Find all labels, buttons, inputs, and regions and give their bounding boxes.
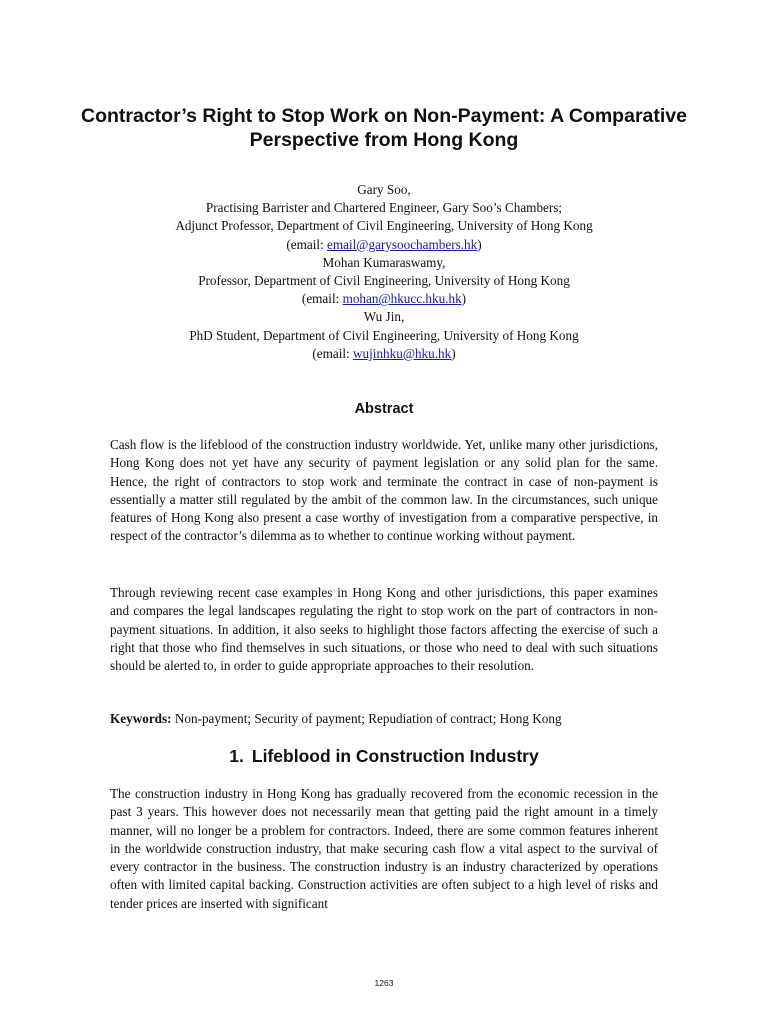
section-heading [110,744,658,768]
abstract-paragraph: Through reviewing recent case examples in Hong Kong and other jurisdictions, this paper examines and compares the legal landscapes regulating the right to stop work on the part of contractors in non-payment situations. In addition, it also seeks to highlight those factors affecting the exercise of such a right that those who find themselves in such situations, or those who need to deal with such situations should be alerted to, in order to guide appropriate approaches to their resolution. [110,585,658,674]
page-number: 1263 [374,978,394,988]
author-name: Wu Jin, [363,309,405,325]
email-suffix: ) [477,236,482,252]
abstract-paragraph: Cash flow is the lifeblood of the construction industry worldwide. Yet, unlike many other jurisdictions, Hong Kong does not yet have any security of payment legislation or any solid plan for the same. Hence, the right of contractors to stop work and terminate the contract in case of non-payment is essentially a matter still regulated by the ambit of the common law. In the circumstances, such unique features of Hong Kong also present a case worthy of investigation from a comparative perspective, in respect of the contractor’s dilemma as to whether to continue working without payment. [110,437,658,544]
paper-title: Contractor’s Right to Stop Work on Non-Payment: A Comparative Perspective from Hong Kong [81,105,687,151]
email-suffix: ) [461,291,467,307]
email-suffix: ) [451,345,456,361]
author-affiliation: PhD Student, Department of Civil Engineering, University of Hong Kong [189,327,579,343]
author-email-line [100,290,668,308]
email-prefix: (email: [286,236,328,252]
author-email-line [100,236,668,254]
email-link[interactable]: email@garysoochambers.hk [327,236,478,252]
author-affiliation: Practising Barrister and Chartered Engineer, Gary Soo’s Chambers; [205,200,563,216]
section-number: 1. [229,746,244,766]
author-block [100,181,668,363]
email-link[interactable]: wujinhku@hku.hk [353,345,452,361]
author-affiliation: Adjunct Professor, Department of Civil Engineering, University of Hong Kong [175,218,593,234]
author-name: Mohan Kumaraswamy, [322,254,446,270]
email-prefix: (email: [301,291,343,307]
abstract-heading: Abstract [354,401,414,417]
section-title: Lifeblood in Construction Industry [251,746,539,766]
email-prefix: (email: [312,345,353,361]
body-paragraph: The construction industry in Hong Kong has gradually recovered from the economic recession in the past 3 years. This however does not necessarily mean that getting paid the right amount in a timely manner, will no longer be a problem for contractors. Indeed, there are some common features inherent in the worldwide construction industry, that make securing cash flow a vital aspect to the survival of every contractor in the business. The construction industry is an industry characterized by operations often with limited capital backing. Construction activities are often subject to a high level of risks and tender prices are inserted with significant [110,786,658,911]
email-link[interactable]: mohan@hkucc.hku.hk [342,291,462,307]
keywords-label: Keywords: [110,711,172,726]
keywords-line [110,710,658,728]
keywords-text: Non-payment; Security of payment; Repudiation of contract; Hong Kong [171,711,562,726]
author-name: Gary Soo, [357,182,411,197]
author-affiliation: Professor, Department of Civil Engineering, University of Hong Kong [198,273,570,289]
author-email-line [100,345,668,363]
